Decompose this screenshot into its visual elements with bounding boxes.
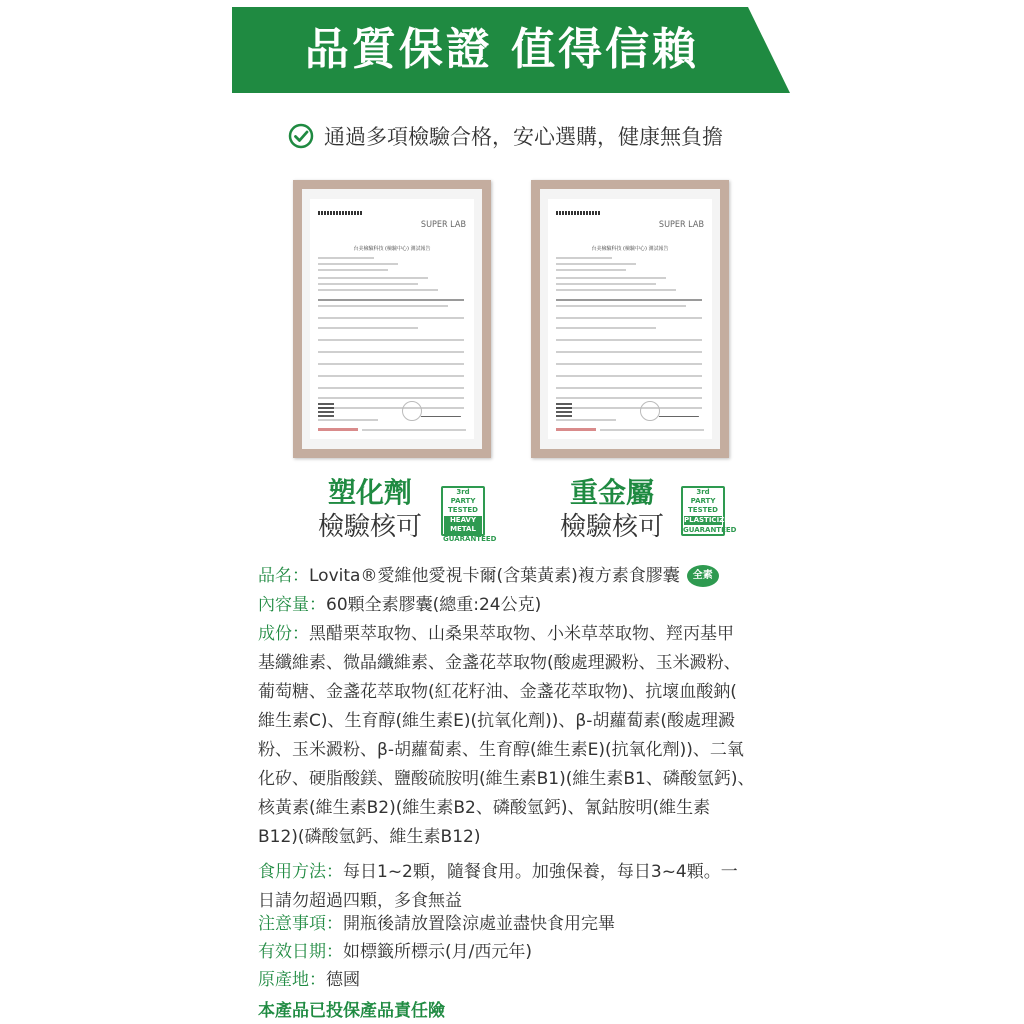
qr-code-icon: [556, 401, 572, 417]
vegan-badge: 全素: [686, 563, 720, 589]
lab-logo: SUPER LAB: [420, 220, 466, 230]
origin-row: 原產地：德國: [258, 970, 360, 990]
origin-label: 原產地：: [258, 970, 326, 990]
notes-label: 注意事項：: [258, 914, 343, 934]
seal-icon: [402, 401, 422, 421]
product-name-row: [258, 562, 778, 591]
notes-row: 注意事項：開瓶後請放置陰涼處並盡快食用完畢: [258, 914, 615, 934]
usage-block: 食用方法：每日1~2顆，隨餐食用。加強保養，每日3~4顆。一 日請勿超過四顆，多食無益: [258, 862, 738, 911]
report-title: 台美檢驗科技 (檢驗中心) 測試報告: [591, 246, 669, 252]
barcode-icon: [318, 211, 362, 215]
ingredients-block: 成份：黑醋栗萃取物、山桑果萃取物、小米草萃取物、羥丙基甲 基纖維素、微晶纖維素、金盞花萃取物(酸處理澱粉、玉米澱粉、 葡萄糖、金盞花萃取物(紅花籽油、金盞花萃取物)、抗壞血酸鈉( 維生素C)、生育醇(維生素E)(抗氧化劑))、β-胡蘿蔔素(酸處理澱 粉、玉米澱粉、β-胡蘿蔔素、生育醇(維生素E)(抗氧化劑))、二氧 化矽、硬脂酸鎂、鹽酸硫胺明(維生素B1)(維生素B1、磷酸氫鈣)、 核黃素(維生素B2)(維生素B2、磷酸氫鈣)、氰鈷胺明(維生素 B12)(磷酸氫鈣、維生素B12): [258, 624, 755, 847]
insurance-note: 本產品已投保產品責任險: [258, 1001, 445, 1021]
content-row: [258, 591, 778, 620]
caption-heavy-metal: [542, 476, 682, 544]
content-label: 內容量：: [258, 595, 326, 615]
content-value: 60顆全素膠囊(總重:24公克): [326, 595, 542, 615]
caption-dark: 檢驗核可: [559, 512, 664, 542]
usage-label: 食用方法：: [258, 862, 343, 882]
certificate-frame-2: [531, 180, 729, 458]
expiry-row: 有效日期：如標籤所標示(月/西元年): [258, 942, 532, 962]
page-title: 品質保證 值得信賴: [304, 24, 700, 75]
seal-icon: [640, 401, 660, 421]
lab-logo: SUPER LAB: [658, 220, 704, 230]
certificate-frame-1: [293, 180, 491, 458]
third-party-stamp-1: 3rd PARTY TESTED HEAVY METAL GUARANTEED: [443, 488, 497, 543]
caption-dark: 檢驗核可: [317, 512, 422, 542]
signature-icon: [421, 410, 464, 417]
subtitle-row: [288, 118, 723, 154]
product-name-label: 品名：: [258, 566, 309, 586]
caption-plasticizer: [300, 476, 440, 544]
ingredients-label: 成份：: [258, 624, 309, 644]
subtitle-text: 通過多項檢驗合格，安心選購，健康無負擔: [324, 125, 723, 149]
test-report-1: [310, 199, 474, 439]
expiry-label: 有效日期：: [258, 942, 343, 962]
report-title: 台美檢驗科技 (檢驗中心) 測試報告: [353, 246, 431, 252]
test-report-2: [548, 199, 712, 439]
third-party-stamp-2: 3rd PARTY TESTED PLASTICIZER GUARANTEED: [683, 488, 737, 534]
barcode-icon: [556, 211, 600, 215]
qr-code-icon: [318, 401, 334, 417]
caption-green: 塑化劑: [327, 476, 412, 509]
product-name-value: Lovita®愛維他愛視卡爾(含葉黃素)複方素食膠囊: [309, 566, 680, 586]
check-circle-icon: [288, 123, 314, 149]
signature-icon: [659, 410, 702, 417]
header-banner: [232, 7, 792, 93]
caption-green: 重金屬: [569, 476, 654, 509]
